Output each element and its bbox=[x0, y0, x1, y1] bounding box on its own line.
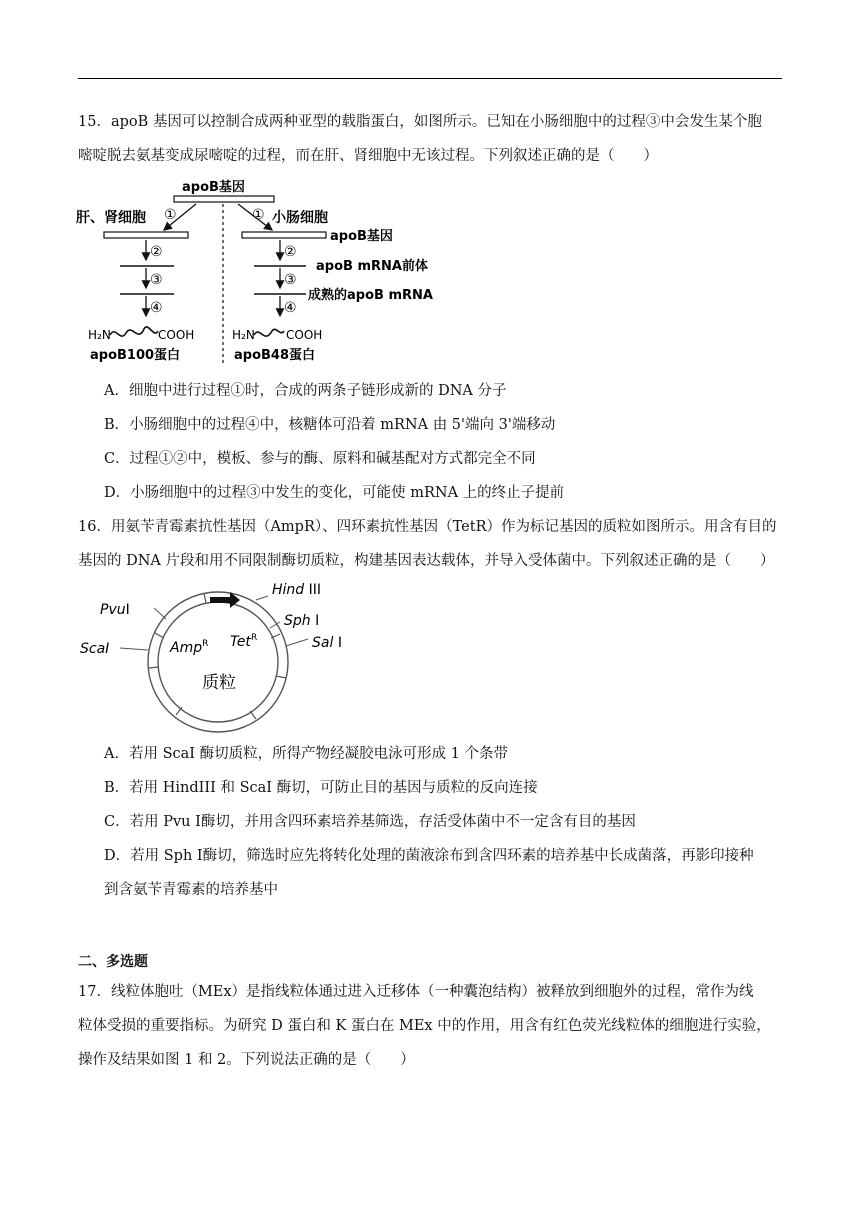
right-protein-label: apoB48蛋白 bbox=[234, 348, 316, 363]
left-step2: ② bbox=[150, 244, 163, 260]
left-c-term: COOH bbox=[158, 328, 195, 342]
q16-stem-line2: 基因的 DNA 片段和用不同限制酶切质粒，构建基因表达载体，并导入受体菌中。下列叙述正确的是（ ） bbox=[78, 553, 775, 569]
q16-option-c[interactable]: C．若用 Pvu Ⅰ酶切，并用含四环素培养基筛选，存活受体菌中不一定含有目的基因 bbox=[104, 814, 636, 830]
q15-option-a[interactable]: A．细胞中进行过程①时，合成的两条子链形成新的 DNA 分子 bbox=[104, 383, 507, 399]
q15-option-c[interactable]: C．过程①②中，模板、参与的酶、原料和碱基配对方式都完全不同 bbox=[104, 451, 536, 467]
amp-label: Amp$^R$ bbox=[170, 639, 209, 656]
q16-option-a[interactable]: A．若用 ScaI 酶切质粒，所得产物经凝胶电泳可形成 1 个条带 bbox=[104, 746, 509, 762]
left-step3: ③ bbox=[150, 272, 163, 288]
mature-label: 成熟的apoB mRNA bbox=[308, 288, 433, 303]
apob-diagram bbox=[76, 176, 456, 368]
q16-option-d[interactable]: D．若用 Sph Ⅰ酶切，筛选时应先将转化处理的菌液涂布到含四环素的培养基中长成菌落，再影印接种 bbox=[104, 848, 754, 864]
right-n-term: H₂N bbox=[232, 328, 255, 342]
right-gene-label: apoB基因 bbox=[330, 229, 393, 244]
q15-stem-line2: 嘧啶脱去氨基变成尿嘧啶的过程，而在肝、肾细胞中无该过程。下列叙述正确的是（ ） bbox=[78, 148, 658, 164]
q16-option-b[interactable]: B．若用 HindIII 和 ScaI 酶切，可防止目的基因与质粒的反向连接 bbox=[104, 780, 538, 796]
right-step2: ② bbox=[284, 244, 297, 260]
tet-label: Tet$^R$ bbox=[230, 633, 258, 650]
q15-option-d[interactable]: D．小肠细胞中的过程③中发生的变化，可能使 mRNA 上的终止子提前 bbox=[104, 485, 565, 501]
left-step4: ④ bbox=[150, 300, 163, 316]
plasmid-diagram bbox=[80, 576, 380, 736]
left-protein-label: apoB100蛋白 bbox=[90, 348, 181, 363]
section-heading: 二、多选题 bbox=[78, 954, 148, 970]
right-step4: ④ bbox=[284, 300, 297, 316]
plasmid-inner-ring bbox=[158, 602, 278, 722]
right-protein-chain bbox=[254, 329, 284, 336]
top-gene-bar bbox=[174, 196, 274, 202]
q15-option-b[interactable]: B．小肠细胞中的过程④中，核糖体可沿着 mRNA 由 5'端向 3'端移动 bbox=[104, 417, 556, 433]
right-step1: ① bbox=[252, 207, 265, 223]
hind-site-label: Hind III bbox=[272, 582, 322, 598]
q17-line3: 操作及结果如图 1 和 2。下列说法正确的是（ ） bbox=[78, 1052, 415, 1068]
q16-option-d-continued: 到含氨苄青霉素的培养基中 bbox=[104, 882, 278, 898]
header-rule bbox=[78, 78, 782, 79]
sph-site-label: Sph I bbox=[284, 613, 320, 629]
right-c-term: COOH bbox=[286, 328, 323, 342]
q17-line2: 粒体受损的重要指标。为研究 D 蛋白和 K 蛋白在 MEx 中的作用，用含有红色荧光线粒体的细胞进行实验， bbox=[78, 1018, 771, 1034]
q17-line1: 17．线粒体胞吐（MEx）是指线粒体通过进入迁移体（一种囊泡结构）被释放到细胞外的过程，常作为线 bbox=[78, 984, 754, 1000]
left-protein-chain bbox=[110, 327, 158, 336]
right-gene-bar bbox=[242, 232, 326, 238]
top-gene-label: apoB基因 bbox=[182, 180, 245, 195]
right-cell-label: 小肠细胞 bbox=[272, 210, 328, 226]
left-step1: ① bbox=[164, 207, 177, 223]
sal-site-label: Sal I bbox=[312, 635, 342, 651]
q16-stem-line1: 16．用氨苄青霉素抗性基因（AmpR）、四环素抗性基因（TetR）作为标记基因的质粒如图所示。用含有目的 bbox=[78, 519, 777, 535]
left-n-term: H₂N bbox=[88, 328, 111, 342]
right-step3: ③ bbox=[284, 272, 297, 288]
plasmid-center-label: 质粒 bbox=[202, 673, 236, 693]
q15-stem-line1: 15．apoB 基因可以控制合成两种亚型的载脂蛋白，如图所示。已知在小肠细胞中的过程③中会发生某个胞 bbox=[78, 114, 762, 130]
sca-site-label: ScaI bbox=[80, 641, 110, 657]
precursor-label: apoB mRNA前体 bbox=[316, 259, 428, 274]
left-cell-label: 肝、肾细胞 bbox=[76, 210, 146, 226]
left-gene-bar bbox=[104, 232, 188, 238]
pvu-site-label: PvuI bbox=[100, 602, 130, 618]
